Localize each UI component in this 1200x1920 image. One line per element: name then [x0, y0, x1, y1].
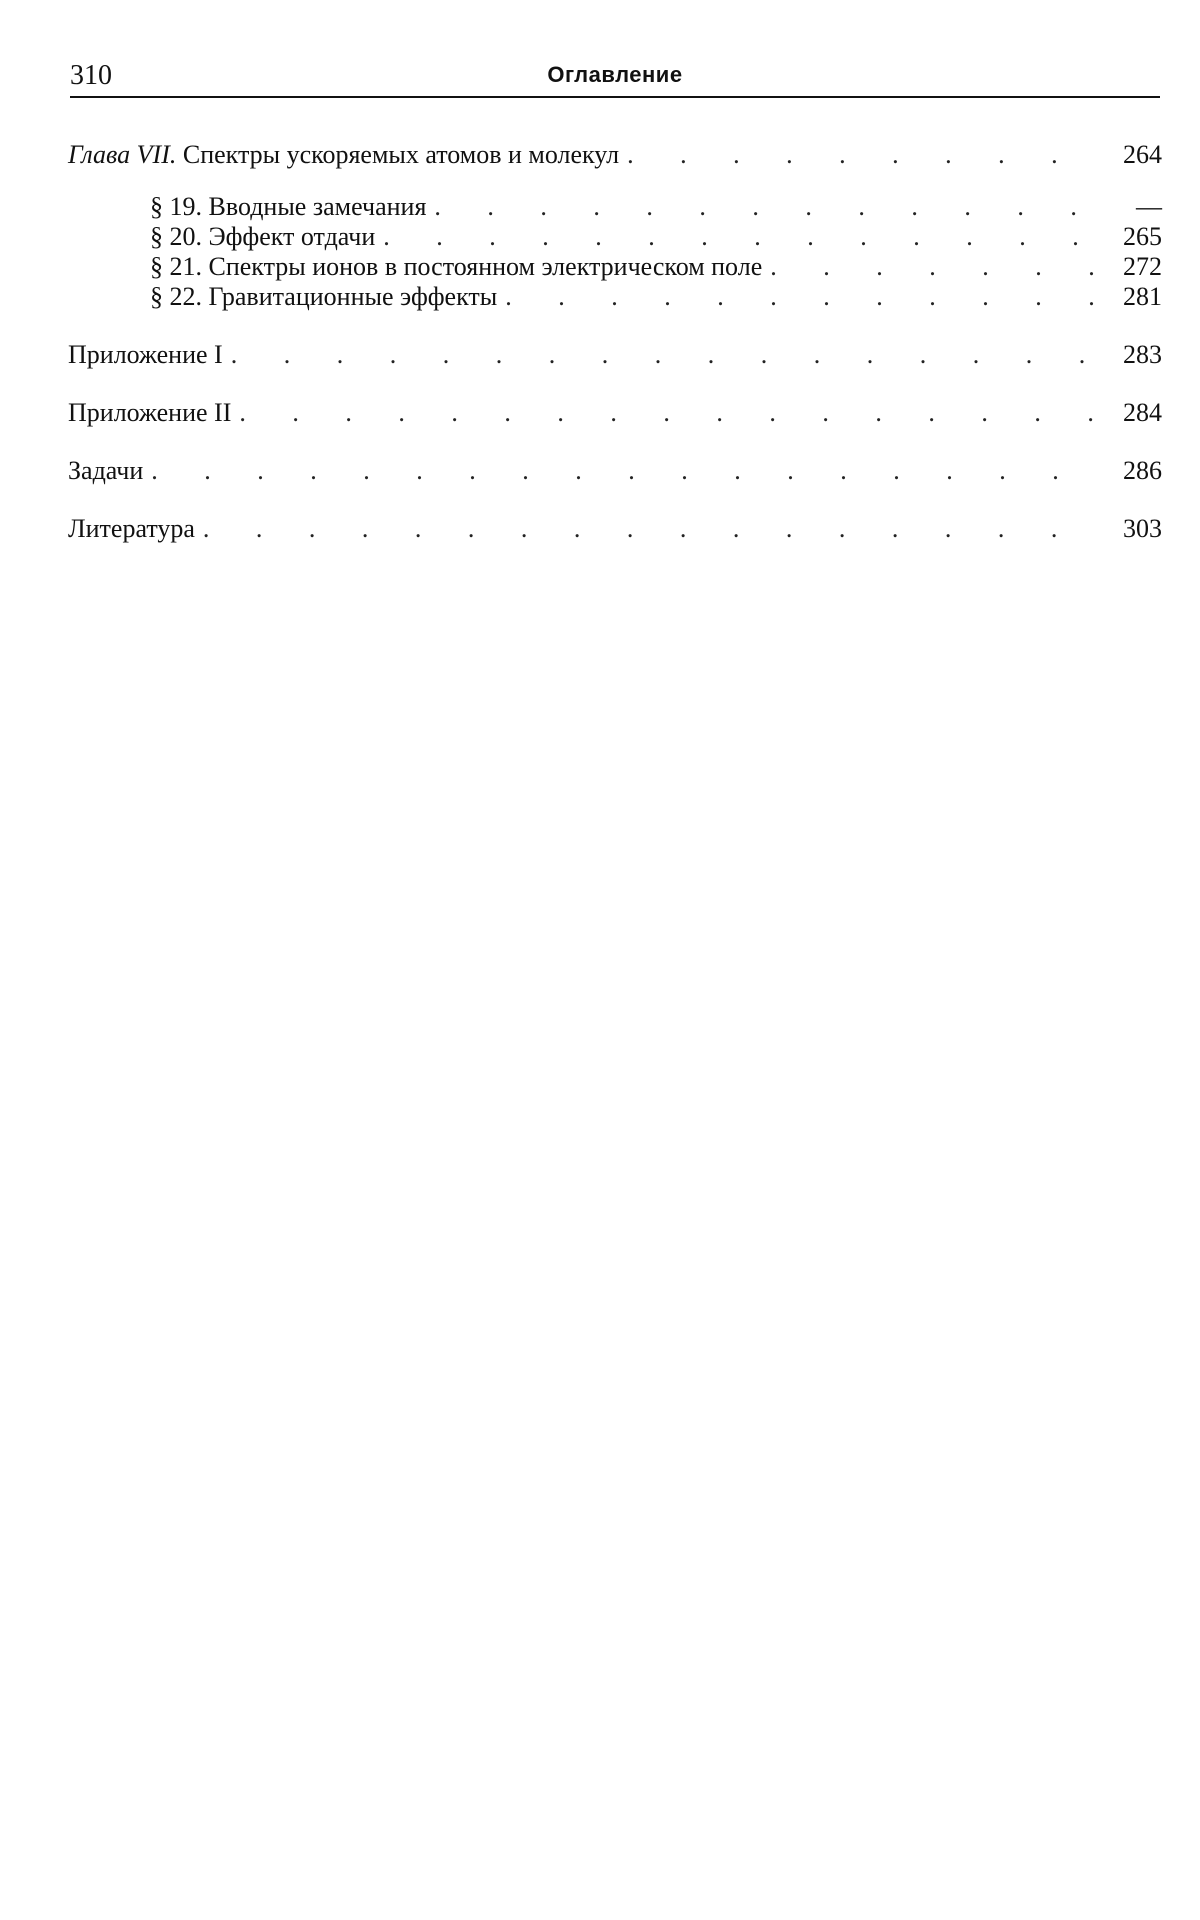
header-rule	[70, 96, 1160, 98]
section-title	[150, 222, 375, 252]
section-title	[150, 252, 762, 282]
toc-section-row[interactable]	[68, 222, 1162, 252]
section-page-number: 265	[1123, 222, 1162, 251]
toc-appendix-row[interactable]	[68, 398, 1162, 428]
entry-page-number: 283	[1123, 340, 1162, 369]
section-title	[150, 192, 426, 222]
entry-title: Литература	[68, 514, 195, 543]
dot-leader	[627, 140, 1102, 170]
section-page-number: 272	[1123, 252, 1162, 281]
section-page-number: 281	[1123, 282, 1162, 311]
section-title-text: Эффект отдачи	[208, 222, 376, 251]
section-title-text: Гравитационные эффекты	[208, 282, 498, 311]
toc-chapter-row[interactable]	[68, 140, 1162, 170]
section-page-number: —	[1136, 192, 1162, 221]
toc-references-row[interactable]	[68, 514, 1162, 544]
entry-page-number: 286	[1123, 456, 1162, 485]
section-title-text: Вводные замечания	[208, 192, 427, 221]
section-title-text: Спектры ионов в постоянном электрическом поле	[208, 252, 763, 281]
chapter-title	[68, 140, 619, 170]
entry-page-number: 303	[1123, 514, 1162, 543]
chapter-title-text: Спектры ускоряемых атомов и молекул	[182, 140, 620, 169]
section-number: § 21.	[150, 252, 202, 281]
dot-leader	[505, 282, 1102, 312]
toc-section-row[interactable]	[68, 282, 1162, 312]
entry-title: Задачи	[68, 456, 144, 485]
section-number: § 19.	[150, 192, 202, 221]
dot-leader	[151, 456, 1102, 486]
dot-leader	[239, 398, 1102, 428]
entry-title: Приложение I	[68, 340, 223, 369]
table-of-contents	[68, 140, 1162, 544]
toc-appendix-row[interactable]	[68, 340, 1162, 370]
page-header	[70, 56, 1160, 102]
section-number: § 20.	[150, 222, 202, 251]
section-number: § 22.	[150, 282, 202, 311]
chapter-prefix: Глава VII.	[68, 140, 177, 169]
entry-title: Приложение II	[68, 398, 232, 427]
section-title	[150, 282, 497, 312]
toc-problems-row[interactable]	[68, 456, 1162, 486]
dot-leader	[770, 252, 1102, 282]
dot-leader	[231, 340, 1102, 370]
page-number: 310	[70, 60, 112, 91]
dot-leader	[203, 514, 1102, 544]
running-head: Оглавление	[547, 62, 683, 87]
dot-leader	[383, 222, 1102, 252]
entry-page-number: 284	[1123, 398, 1162, 427]
dot-leader	[434, 192, 1102, 222]
toc-section-row[interactable]	[68, 192, 1162, 222]
chapter-page-number: 264	[1123, 140, 1162, 169]
toc-section-row[interactable]	[68, 252, 1162, 282]
